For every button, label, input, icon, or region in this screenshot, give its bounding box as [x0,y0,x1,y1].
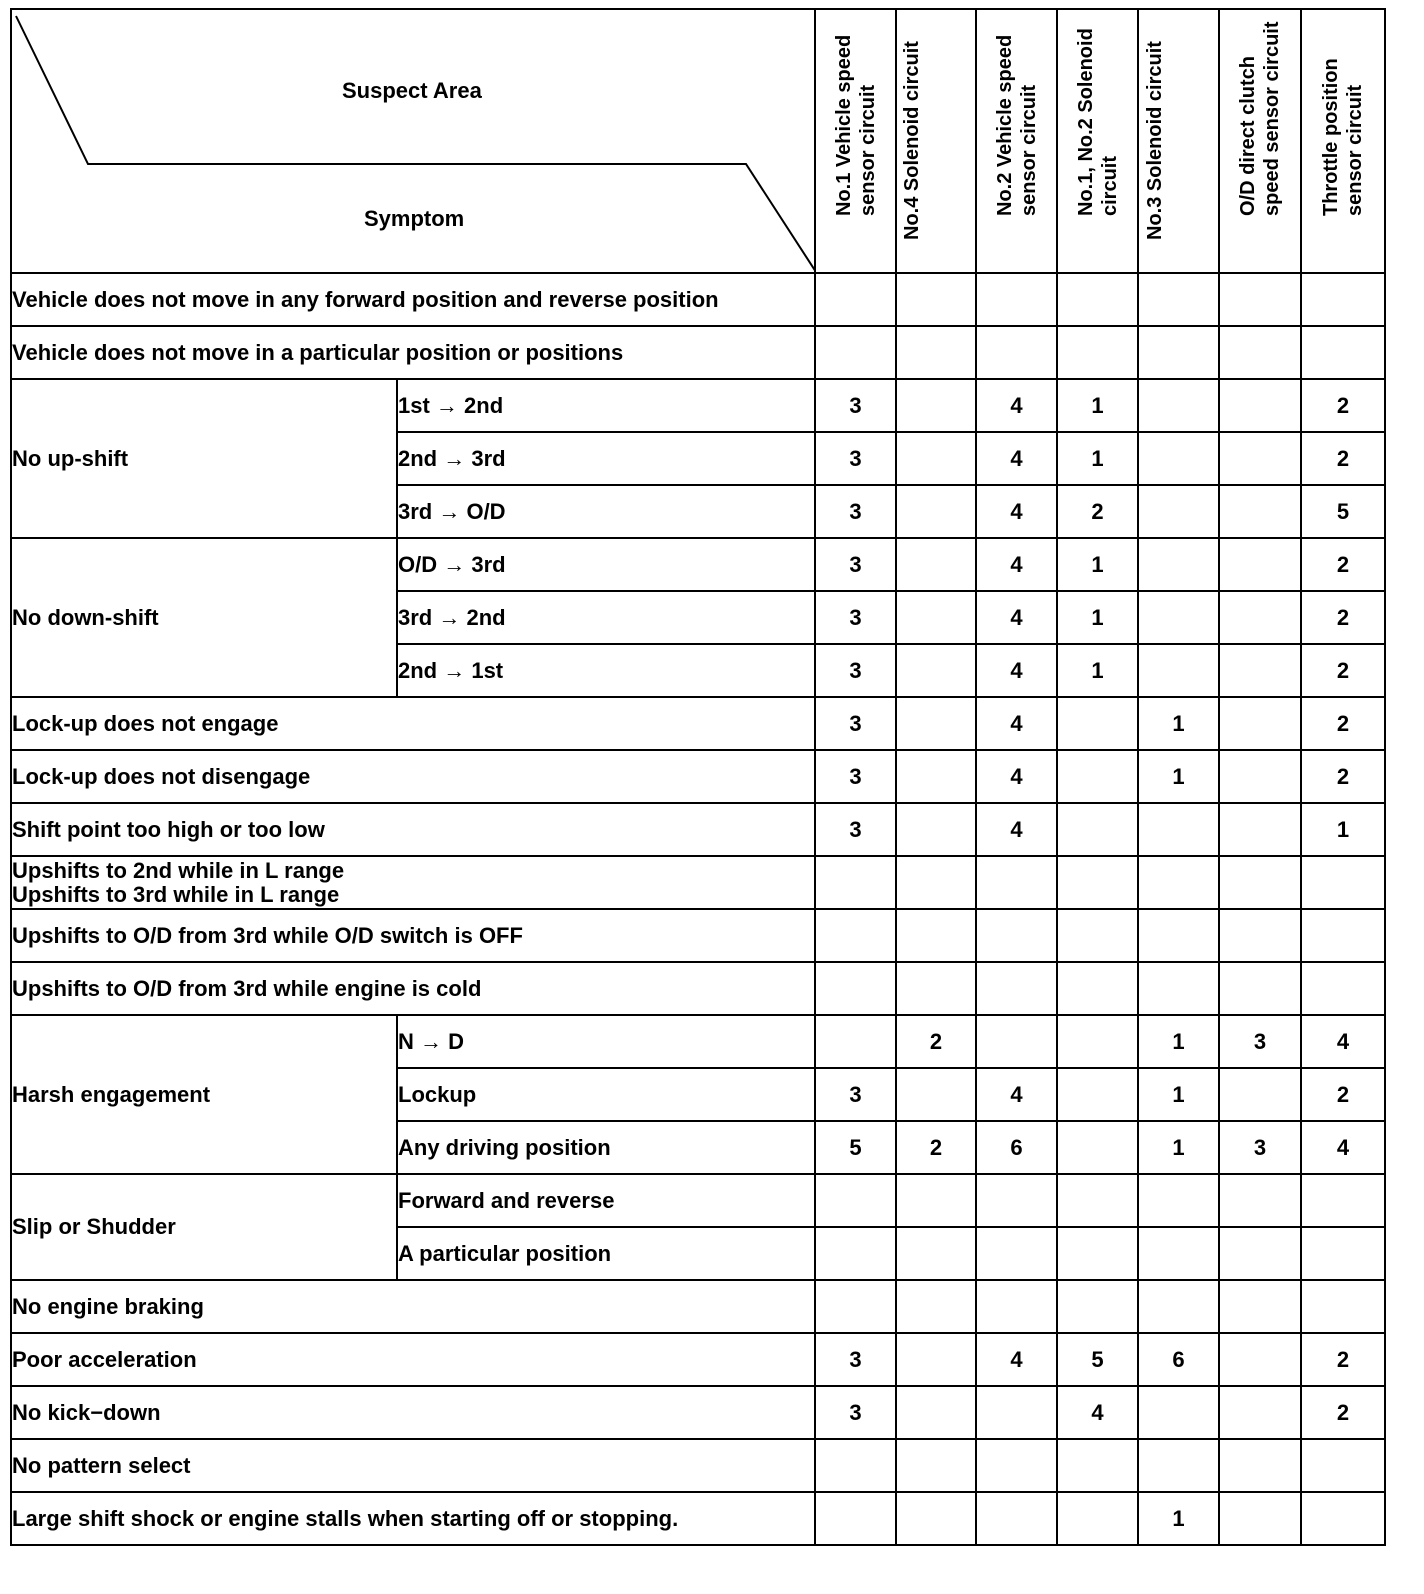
table-row [11,856,1385,909]
value-cell [815,962,896,1015]
value-cell [1057,1227,1138,1280]
value-cell: 3 [1219,1015,1301,1068]
value-cell [976,326,1057,379]
value-cell [1138,538,1219,591]
column-header-label: O/D direct clutch speed sensor circuit [1237,21,1283,216]
table-row [11,1015,1385,1068]
value-cell [1138,591,1219,644]
value-cell [896,1492,976,1545]
value-cell [1301,1492,1385,1545]
value-cell [1219,1333,1301,1386]
value-cell [815,1227,896,1280]
value-cell [1219,538,1301,591]
value-cell [1219,803,1301,856]
value-cell: 1 [1138,697,1219,750]
value-cell [976,909,1057,962]
sub-symptom-cell: O/D → 3rd [397,538,815,591]
suspect-area-label: Suspect Area [342,78,482,103]
sub-symptom-cell: 1st → 2nd [397,379,815,432]
value-cell: 3 [815,750,896,803]
value-cell [896,1386,976,1439]
value-cell: 1 [1138,750,1219,803]
value-cell: 1 [1301,803,1385,856]
table-row [11,750,1385,803]
column-header [976,9,1057,273]
value-cell [1057,856,1138,909]
value-cell [1219,750,1301,803]
value-cell [976,1174,1057,1227]
value-cell [1219,273,1301,326]
value-cell [1057,697,1138,750]
value-cell [1219,326,1301,379]
column-header [1301,9,1385,273]
value-cell [1057,1015,1138,1068]
table-row [11,326,1385,379]
column-header [1138,9,1219,273]
value-cell [1138,909,1219,962]
column-header [896,9,976,273]
value-cell [815,1439,896,1492]
value-cell [815,1015,896,1068]
symptom-cell: Poor acceleration [11,1333,815,1386]
value-cell: 4 [1301,1121,1385,1174]
column-header-label: No.2 Vehicle speed sensor circuit [993,34,1040,216]
sub-symptom-cell: Lockup [397,1068,815,1121]
value-cell: 2 [1301,1068,1385,1121]
value-cell [976,962,1057,1015]
value-cell [1138,1174,1219,1227]
value-cell: 3 [815,485,896,538]
value-cell [815,1174,896,1227]
value-cell: 3 [815,644,896,697]
column-header [1219,9,1301,273]
value-cell: 3 [815,1068,896,1121]
column-header-label: No.1 Vehicle speed sensor circuit [832,34,879,216]
value-cell: 1 [1057,432,1138,485]
value-cell [976,1280,1057,1333]
value-cell [1219,379,1301,432]
table-row [11,1439,1385,1492]
value-cell [1138,1227,1219,1280]
value-cell [896,803,976,856]
table-row [11,962,1385,1015]
value-cell [1219,591,1301,644]
value-cell: 2 [1301,644,1385,697]
value-cell [1219,697,1301,750]
table-row [11,1333,1385,1386]
value-cell [896,1333,976,1386]
value-cell: 4 [976,750,1057,803]
value-cell [896,644,976,697]
troubleshooting-table [10,8,1386,1546]
value-cell [1138,1386,1219,1439]
value-cell [1219,1280,1301,1333]
table-body [11,273,1385,1545]
value-cell [1301,1227,1385,1280]
sub-symptom-cell: N → D [397,1015,815,1068]
value-cell [1219,485,1301,538]
value-cell: 2 [1301,379,1385,432]
value-cell [1219,1174,1301,1227]
column-header-label: No.4 Solenoid circuit [901,41,923,240]
value-cell: 5 [815,1121,896,1174]
value-cell [976,1386,1057,1439]
value-cell [896,1280,976,1333]
value-cell [896,962,976,1015]
value-cell [1138,379,1219,432]
header-row [11,9,1385,273]
value-cell [815,326,896,379]
value-cell: 5 [1301,485,1385,538]
value-cell: 4 [976,538,1057,591]
value-cell [1138,326,1219,379]
value-cell [1057,803,1138,856]
symptom-cell: Lock-up does not disengage [11,750,815,803]
table-row [11,379,1385,432]
table-row [11,697,1385,750]
value-cell: 1 [1057,591,1138,644]
value-cell [976,1492,1057,1545]
column-header-label: No.3 Solenoid circuit [1143,41,1166,240]
value-cell: 2 [1301,697,1385,750]
value-cell: 3 [815,1386,896,1439]
value-cell: 1 [1138,1068,1219,1121]
value-cell [896,379,976,432]
value-cell: 4 [1301,1015,1385,1068]
value-cell [1138,485,1219,538]
value-cell [815,909,896,962]
value-cell [1219,1439,1301,1492]
value-cell: 1 [1138,1015,1219,1068]
table-row [11,538,1385,591]
value-cell: 3 [815,538,896,591]
value-cell [896,697,976,750]
value-cell [1301,326,1385,379]
column-header-label: Throttle position sensor circuit [1320,58,1366,216]
sub-symptom-cell: A particular position [397,1227,815,1280]
value-cell: 1 [1138,1121,1219,1174]
column-header-label: No.1, No.2 Solenoid circuit [1074,28,1121,216]
table-row [11,1280,1385,1333]
value-cell [1301,273,1385,326]
value-cell [976,1015,1057,1068]
value-cell [1138,644,1219,697]
value-cell: 2 [896,1121,976,1174]
symptom-cell: Vehicle does not move in any forward position and reverse position [11,273,815,326]
sub-symptom-cell: Any driving position [397,1121,815,1174]
value-cell [976,1439,1057,1492]
value-cell: 2 [1301,591,1385,644]
value-cell: 5 [1057,1333,1138,1386]
value-cell [1057,750,1138,803]
value-cell: 6 [1138,1333,1219,1386]
value-cell [1057,962,1138,1015]
value-cell: 2 [1301,538,1385,591]
value-cell [1138,432,1219,485]
column-header [815,9,896,273]
symptom-cell: No engine braking [11,1280,815,1333]
value-cell [1219,856,1301,909]
value-cell [1219,432,1301,485]
value-cell [1301,1280,1385,1333]
value-cell [896,1068,976,1121]
value-cell [1138,803,1219,856]
value-cell: 4 [976,1068,1057,1121]
value-cell [1219,1227,1301,1280]
value-cell [815,856,896,909]
value-cell: 1 [1138,1492,1219,1545]
value-cell [896,856,976,909]
value-cell [1301,856,1385,909]
value-cell: 4 [976,697,1057,750]
symptom-cell: Upshifts to 2nd while in L range Upshifts to 3rd while in L range [11,856,815,909]
value-cell [1057,1439,1138,1492]
value-cell [976,273,1057,326]
symptom-cell: Shift point too high or too low [11,803,815,856]
column-header [1057,9,1138,273]
value-cell [896,1174,976,1227]
value-cell: 3 [815,1333,896,1386]
value-cell [1138,962,1219,1015]
value-cell [815,1280,896,1333]
symptom-label: Symptom [364,206,465,231]
sub-symptom-cell: 2nd → 1st [397,644,815,697]
symptom-cell: Upshifts to O/D from 3rd while engine is cold [11,962,815,1015]
value-cell [1301,962,1385,1015]
table-row [11,909,1385,962]
value-cell [1057,1280,1138,1333]
value-cell: 2 [1301,432,1385,485]
symptom-group-cell: Slip or Shudder [11,1174,397,1280]
value-cell [1138,1439,1219,1492]
value-cell: 4 [976,644,1057,697]
symptom-cell: Lock-up does not engage [11,697,815,750]
value-cell [896,1439,976,1492]
value-cell [896,326,976,379]
value-cell: 3 [815,803,896,856]
value-cell: 2 [1301,1333,1385,1386]
value-cell [1057,909,1138,962]
value-cell: 1 [1057,538,1138,591]
value-cell: 1 [1057,379,1138,432]
value-cell [1219,1068,1301,1121]
value-cell [1301,1174,1385,1227]
table-row [11,1174,1385,1227]
value-cell [815,273,896,326]
symptom-cell: Vehicle does not move in a particular position or positions [11,326,815,379]
value-cell [1138,273,1219,326]
value-cell [1138,856,1219,909]
value-cell: 4 [976,379,1057,432]
value-cell: 3 [815,591,896,644]
table-row [11,273,1385,326]
value-cell [1301,1439,1385,1492]
value-cell: 4 [1057,1386,1138,1439]
value-cell [896,1227,976,1280]
value-cell [1057,1492,1138,1545]
symptom-cell: No pattern select [11,1439,815,1492]
symptom-group-cell: Harsh engagement [11,1015,397,1174]
value-cell [1219,909,1301,962]
value-cell [1057,1121,1138,1174]
value-cell: 4 [976,485,1057,538]
table-row [11,1492,1385,1545]
symptom-group-cell: No up-shift [11,379,397,538]
value-cell [1057,326,1138,379]
value-cell [896,538,976,591]
value-cell: 2 [1301,750,1385,803]
value-cell: 1 [1057,644,1138,697]
table-row [11,803,1385,856]
value-cell [1057,1068,1138,1121]
value-cell: 4 [976,591,1057,644]
value-cell: 4 [976,432,1057,485]
value-cell [976,856,1057,909]
value-cell [1219,644,1301,697]
sub-symptom-cell: 3rd → O/D [397,485,815,538]
value-cell [815,1492,896,1545]
value-cell: 2 [896,1015,976,1068]
sub-symptom-cell: 2nd → 3rd [397,432,815,485]
value-cell: 2 [1301,1386,1385,1439]
value-cell [1219,1492,1301,1545]
value-cell [896,591,976,644]
corner-header [11,9,815,273]
value-cell [976,1227,1057,1280]
value-cell: 3 [1219,1121,1301,1174]
value-cell: 3 [815,379,896,432]
value-cell: 4 [976,803,1057,856]
value-cell [896,909,976,962]
value-cell [1301,909,1385,962]
value-cell [896,485,976,538]
value-cell: 2 [1057,485,1138,538]
symptom-group-cell: No down-shift [11,538,397,697]
value-cell [896,750,976,803]
value-cell [1219,1386,1301,1439]
symptom-cell: Upshifts to O/D from 3rd while O/D switch is OFF [11,909,815,962]
value-cell: 3 [815,432,896,485]
value-cell [1219,962,1301,1015]
header-diagonal-lines [12,10,816,272]
value-cell [896,273,976,326]
value-cell: 4 [976,1333,1057,1386]
table-row [11,1386,1385,1439]
symptom-cell: No kick−down [11,1386,815,1439]
value-cell [896,432,976,485]
value-cell [1057,1174,1138,1227]
sub-symptom-cell: Forward and reverse [397,1174,815,1227]
sub-symptom-cell: 3rd → 2nd [397,591,815,644]
value-cell: 6 [976,1121,1057,1174]
value-cell: 3 [815,697,896,750]
value-cell [1057,273,1138,326]
value-cell [1138,1280,1219,1333]
symptom-cell: Large shift shock or engine stalls when starting off or stopping. [11,1492,815,1545]
